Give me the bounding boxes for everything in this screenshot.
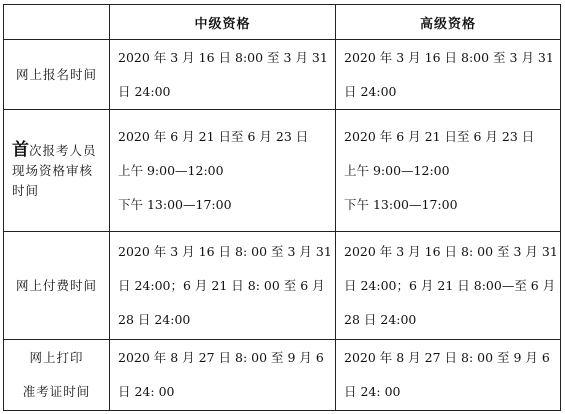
cell-line: 28 日 24:00 [118, 311, 191, 327]
cell-line: 下午 13:00—17:00 [344, 196, 458, 212]
cell-line: 2020 年 8 月 27 日 8: 00 至 9 月 6 [118, 350, 324, 365]
row-label-line-rest: 次报考人员 [29, 143, 97, 158]
cell-line: 下午 13:00—17:00 [118, 196, 232, 212]
row-label-onsite-review [4, 110, 110, 232]
row-label-line: 现场资格审核 [12, 163, 94, 178]
header-row [4, 5, 561, 40]
cell-line: 日 24: 00 [118, 384, 175, 399]
cell-line: 上午 9:00—12:00 [118, 162, 224, 178]
cell-intermediate [110, 110, 336, 232]
cell-line: 28 日 24:00 [344, 311, 417, 327]
row-label-line: 网上打印 [29, 350, 84, 365]
cell-line: 上午 9:00—12:00 [344, 162, 450, 178]
cell-intermediate [110, 40, 336, 110]
cell-advanced [336, 340, 561, 411]
cell-line: 日 24:00；6 月 21 日 8: 00 至 6 月 [118, 277, 325, 293]
cell-line: 2020 年 8 月 27 日 8: 00 至 9 月 6 [344, 350, 550, 365]
row-label-line [12, 140, 105, 161]
schedule-table [3, 4, 561, 411]
table-row [4, 110, 561, 232]
row-label-first-char: 首 [12, 140, 29, 160]
cell-line: 日 24: 00 [344, 384, 401, 399]
cell-line: 2020 年 3 月 16 日 8: 00 至 3 月 31 [344, 243, 558, 259]
cell-line: 2020 年 3 月 16 日 8:00 至 3 月 31 [344, 49, 554, 65]
table-row [4, 40, 561, 110]
cell-advanced [336, 232, 561, 340]
cell-line: 2020 年 6 月 21 日至 6 月 23 日 [118, 128, 309, 144]
row-label-admission-ticket [4, 340, 110, 411]
row-label-line: 时间 [12, 183, 40, 198]
header-advanced: 高级资格 [336, 5, 561, 40]
header-blank [4, 5, 110, 40]
row-label-line: 网上付费时间 [15, 277, 97, 293]
row-label-payment [4, 232, 110, 340]
cell-line: 日 24:00 [344, 83, 397, 99]
cell-line: 2020 年 3 月 16 日 8: 00 至 3 月 31 [118, 243, 332, 259]
cell-line: 日 24:00 [118, 83, 171, 99]
cell-advanced [336, 40, 561, 110]
row-label-line: 准考证时间 [22, 384, 91, 399]
row-label-registration [4, 40, 110, 110]
row-label-line: 网上报名时间 [15, 66, 97, 82]
cell-line: 2020 年 6 月 21 日至 6 月 23 日 [344, 128, 535, 144]
cell-advanced [336, 110, 561, 232]
header-intermediate: 中级资格 [110, 5, 336, 40]
table-row [4, 340, 561, 411]
cell-line: 2020 年 3 月 16 日 8:00 至 3 月 31 [118, 49, 328, 65]
table-row [4, 232, 561, 340]
cell-intermediate [110, 232, 336, 340]
cell-line: 日 24:00；6 月 21 日 8:00—至 6 月 [344, 277, 556, 293]
cell-intermediate [110, 340, 336, 411]
